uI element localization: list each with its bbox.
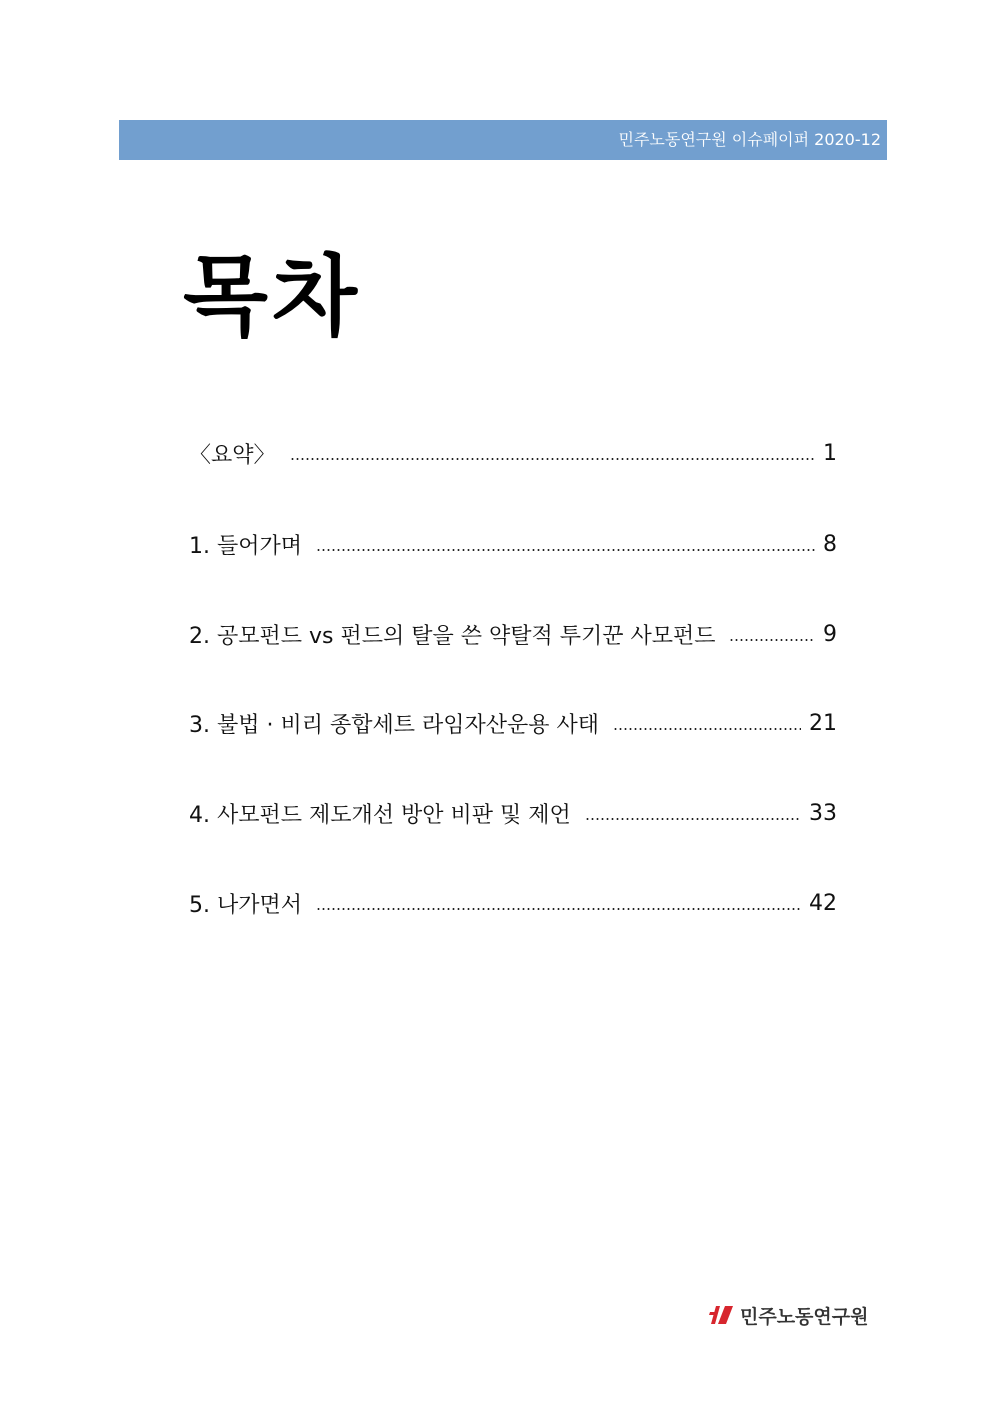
toc-page-number: 8 [823, 531, 837, 557]
toc-entry-1[interactable] [189, 527, 837, 561]
toc-dot-leader [316, 549, 815, 551]
toc-entry-5[interactable] [189, 886, 837, 920]
toc-entry-2[interactable] [189, 617, 837, 651]
toc-entry-label: 1. 들어가며 [189, 533, 302, 559]
toc-entry-label: 3. 불법 · 비리 종합세트 라임자산운용 사태 [189, 712, 599, 738]
toc-dot-leader [613, 728, 801, 730]
toc-page-number: 42 [809, 890, 837, 916]
footer-logo [708, 1300, 868, 1330]
header-band [119, 120, 887, 160]
toc-page-number: 21 [809, 710, 837, 736]
toc-page-number: 9 [823, 621, 837, 647]
toc-entry-label: 2. 공모펀드 vs 펀드의 탈을 쓴 약탈적 투기꾼 사모펀드 [189, 623, 716, 649]
toc-dot-leader [729, 639, 815, 641]
toc-dot-leader [290, 458, 815, 460]
toc-dot-leader [316, 908, 801, 910]
toc-entry-label: 4. 사모펀드 제도개선 방안 비판 및 제언 [189, 802, 571, 828]
toc-page-number: 1 [823, 440, 837, 466]
toc-dot-leader [585, 818, 801, 820]
organization-logo-icon [708, 1302, 734, 1328]
toc-entry-summary[interactable] [189, 436, 837, 470]
header-text: 민주노동연구원 이슈페이퍼 2020-12 [618, 130, 881, 149]
page-title: 목차 [183, 245, 362, 348]
toc-entry-label: 〈요약〉 [189, 442, 276, 468]
toc-entry-label: 5. 나가면서 [189, 892, 302, 918]
toc-entry-4[interactable] [189, 796, 837, 830]
toc-page-number: 33 [809, 800, 837, 826]
toc-entry-3[interactable] [189, 706, 837, 740]
footer-logo-text: 민주노동연구원 [740, 1305, 869, 1328]
